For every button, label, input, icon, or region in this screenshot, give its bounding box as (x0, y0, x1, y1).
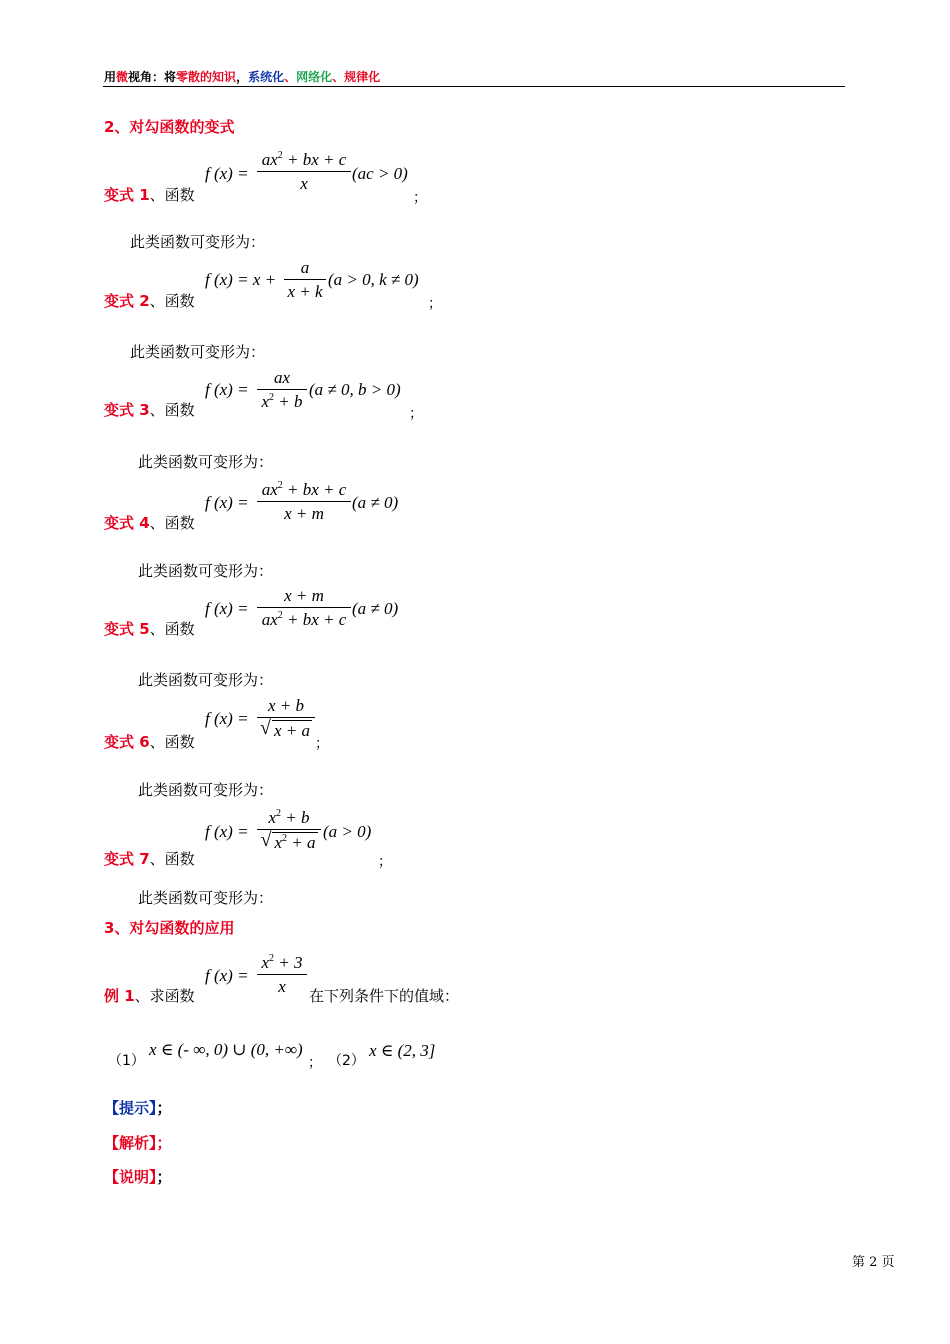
transform-note: 此类函数可变形为： (138, 453, 274, 471)
fraction (284, 258, 326, 302)
transform-note: 此类函数可变形为： (138, 671, 274, 689)
header-text-green: 网络化 (296, 70, 333, 84)
fraction (257, 586, 351, 630)
header-text-red: 规律化 (344, 70, 381, 84)
fraction (257, 480, 351, 524)
variant-number: 变式 2 (104, 292, 150, 310)
hint-label: 【提示】 (104, 1099, 157, 1117)
transform-note: 此类函数可变形为： (138, 562, 274, 580)
fraction-denominator: x (300, 174, 308, 193)
fraction (257, 808, 321, 853)
variant-number: 变式 7 (104, 850, 150, 868)
fraction-denominator: x (278, 977, 286, 996)
variant-label (104, 399, 195, 420)
example-suffix: 、求函数 (134, 987, 195, 1005)
semicolon: ； (308, 1055, 322, 1071)
function-lhs: f (x) = (205, 380, 249, 399)
example-number: 例 1 (104, 987, 135, 1005)
page-header (104, 68, 380, 85)
transform-note: 此类函数可变形为： (130, 343, 266, 361)
variant-number: 变式 5 (104, 620, 150, 638)
function-lhs: f (x) = (205, 493, 249, 512)
header-text: 视角：将 (128, 70, 177, 84)
variant-suffix: 、函数 (149, 514, 195, 532)
fraction-numerator: $ax^2$ + bx + c (261, 150, 347, 169)
header-text: 用 (104, 70, 117, 84)
header-text: ， (236, 70, 249, 84)
semicolon: ； (428, 296, 442, 312)
fraction (257, 696, 315, 741)
sqrt: √ x + a (259, 717, 311, 740)
radicand: $x^2 + a$ (274, 833, 316, 852)
fraction (257, 150, 351, 194)
header-rule (103, 86, 845, 87)
condition-1: x ∈ (- ∞, 0) ∪ (0, +∞) (149, 1040, 303, 1059)
variant-label (104, 618, 195, 639)
condition-1-label: （1） (108, 1053, 145, 1069)
condition: (a ≠ 0) (352, 599, 399, 618)
example-prompt: 在下列条件下的值域： (309, 987, 460, 1005)
condition: (a ≠ 0, b > 0) (309, 380, 401, 399)
condition: (a > 0) (323, 822, 372, 841)
condition-2: x ∈ (2, 3] (369, 1041, 436, 1060)
variant-suffix: 、函数 (149, 401, 195, 419)
explanation-line (104, 1166, 172, 1187)
variant-label (104, 731, 195, 752)
function-lhs: f (x) = (205, 822, 249, 841)
variant-suffix: 、函数 (149, 292, 195, 310)
header-text-red: 微 (116, 70, 129, 84)
condition: (ac > 0) (352, 164, 408, 183)
semicolon: ； (315, 736, 329, 752)
variant-label (104, 290, 195, 311)
explanation-end: ； (156, 1168, 172, 1186)
variant-label (104, 512, 195, 533)
fraction-denominator (257, 830, 321, 853)
fraction-denominator: x + k (287, 282, 323, 301)
variant-number: 变式 4 (104, 514, 150, 532)
example-label (104, 985, 195, 1006)
fraction-denominator (257, 718, 315, 741)
function-lhs: f (x) = (205, 709, 249, 728)
fraction-numerator: $x^2 + b$ (268, 808, 310, 827)
semicolon: ； (413, 190, 427, 206)
analysis-end: ； (156, 1134, 172, 1152)
variant-number: 变式 6 (104, 733, 150, 751)
variant-suffix: 、函数 (149, 620, 195, 638)
variant-suffix: 、函数 (149, 850, 195, 868)
condition: (a > 0, k ≠ 0) (328, 270, 419, 289)
header-text-sep: 、 (284, 70, 297, 84)
section-title: 2、对勾函数的变式 (104, 118, 235, 136)
fraction-denominator: $x^2 + b$ (261, 392, 303, 411)
transform-note: 此类函数可变形为： (138, 781, 274, 799)
variant-label (104, 848, 195, 869)
sqrt: √ $x^2 + a$ (260, 829, 316, 852)
fraction (257, 953, 307, 997)
function-lhs: f (x) = (205, 599, 249, 618)
condition-2-label: （2） (328, 1053, 365, 1069)
hint-line (104, 1097, 172, 1118)
fraction-numerator: x + m (284, 586, 324, 605)
fraction-denominator: x + m (284, 504, 324, 523)
header-text-sep: 、 (332, 70, 345, 84)
explanation-label: 【说明】 (104, 1168, 157, 1186)
fraction-numerator: $x^2 + 3$ (261, 953, 303, 972)
function-lhs: f (x) = x + (205, 270, 277, 289)
variant-number: 变式 3 (104, 401, 150, 419)
header-text-blue: 系统化 (248, 70, 285, 84)
section-title: 3、对勾函数的应用 (104, 919, 235, 937)
function-lhs: f (x) = (205, 966, 249, 985)
semicolon: ； (409, 406, 423, 422)
header-text-red: 零散的知识 (176, 70, 237, 84)
fraction-numerator: x + b (267, 696, 305, 715)
analysis-line (104, 1132, 172, 1153)
variant-suffix: 、函数 (149, 186, 195, 204)
variant-label (104, 184, 195, 205)
condition: (a ≠ 0) (352, 493, 399, 512)
page-number: 第 2 页 (852, 1255, 895, 1270)
fraction (257, 368, 307, 412)
fraction-numerator: ax (273, 368, 291, 387)
analysis-label: 【解析】 (104, 1134, 157, 1152)
function-lhs: f (x) = (205, 164, 249, 183)
hint-end: ； (156, 1099, 172, 1117)
variant-number: 变式 1 (104, 186, 150, 204)
transform-note: 此类函数可变形为： (138, 889, 274, 907)
radicand: x + a (273, 721, 311, 740)
semicolon: ； (378, 854, 392, 870)
fraction-numerator: $ax^2$ + bx + c (261, 480, 347, 499)
fraction-numerator: a (300, 258, 310, 277)
variant-suffix: 、函数 (149, 733, 195, 751)
fraction-denominator: $ax^2$ + bx + c (261, 610, 347, 629)
transform-note: 此类函数可变形为： (130, 233, 266, 251)
